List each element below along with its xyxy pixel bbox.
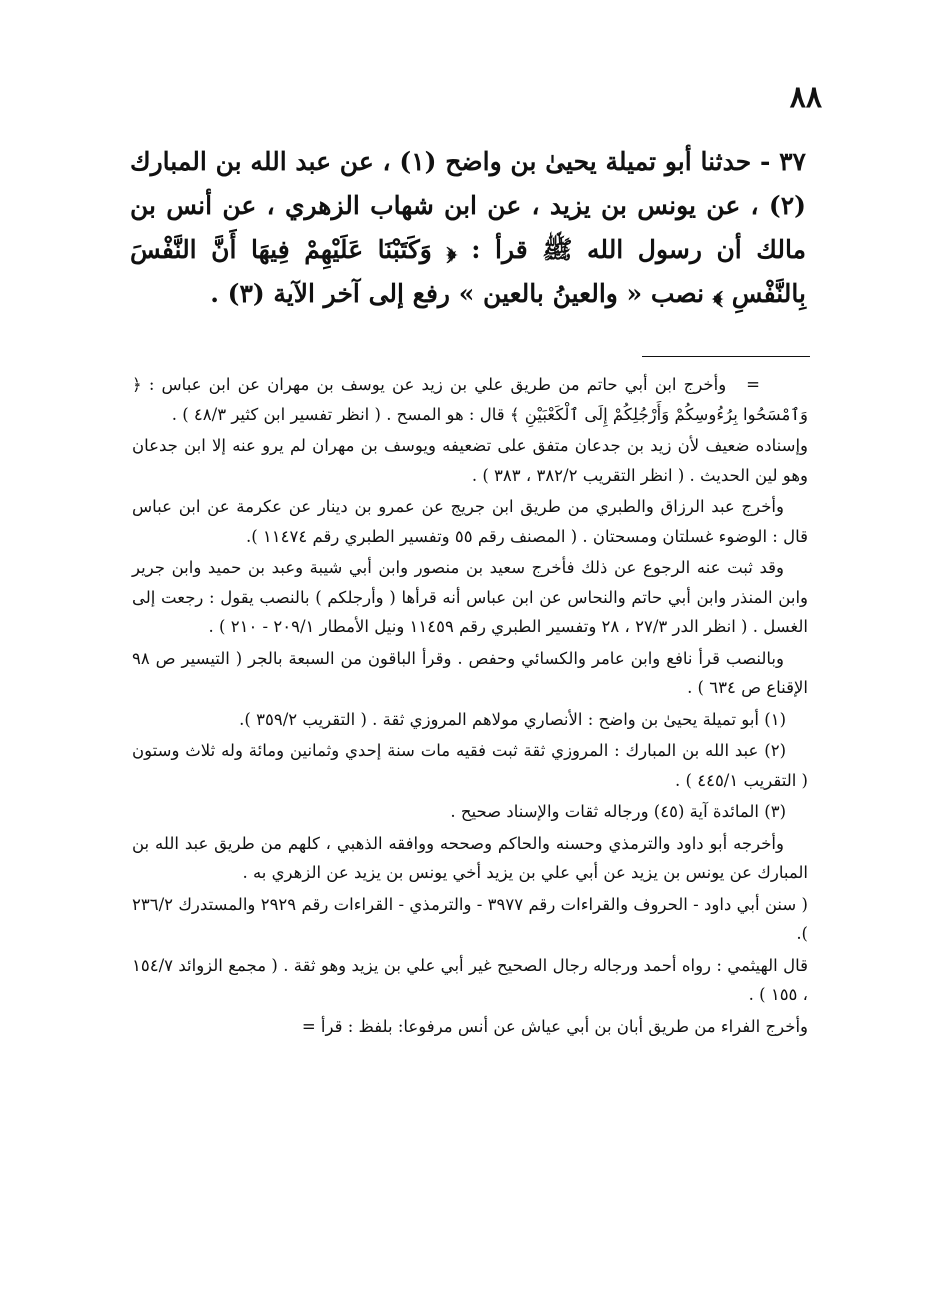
footnotes <box>132 370 808 1043</box>
footnote-paragraph: ( سنن أبي داود - الحروف والقراءات رقم ٣٩٧٧ - والترمذي - القراءات رقم ٢٩٢٩ والمستدرك ٢٣٦/٢ ). <box>132 894 808 943</box>
footnote-divider <box>642 356 810 357</box>
footnote-paragraph: وأخرج الفراء من طريق أبان بن أبي عياش عن أنس مرفوعا: بلفظ : قرأ = <box>301 1016 808 1036</box>
footnote-item: (٢) عبد الله بن المبارك : المروزي ثقة ثبت فقيه مات سنة إحدي وثمانين ومائة وله ثلاث وستون ( التقريب ٤٤٥/١ ) . <box>132 741 808 790</box>
footnote-paragraph: وأخرج عبد الرزاق والطبري من طريق ابن جريج عن عمرو بن دينار عن عكرمة عن ابن عباس قال : الوضوء غسلتان ومسحتان . ( المصنف رقم ٥٥ وتفسير الطبري رقم ١١٤٧٤ ). <box>132 497 808 546</box>
footnote-paragraph: قال الهيثمي : رواه أحمد ورجاله رجال الصحيح غير أبي علي بن يزيد وهو ثقة . ( مجمع الزوائد ١٥٤/٧ ، ١٥٥ ) . <box>132 955 808 1004</box>
continuation-mark: = <box>746 375 760 394</box>
footnote-paragraph: وبالنصب قرأ نافع وابن عامر والكسائي وحفص . وقرأ الباقون من السبعة بالجر ( التيسير ص ٩٨ الإقناع ص ٦٣٤ ) . <box>132 648 808 697</box>
footnote-text: وأخرج ابن أبي حاتم من طريق علي بن زيد عن يوسف بن مهران عن ابن عباس : ﴿ وَٱمْسَحُوا بِرُءُوسِكُمْ وَأَرْجُلِكُمْ إِلَى ٱلْكَعْبَيْنِ ﴾ قال : هو المسح . ( انظر تفسير ابن كثير ٤٨/٣ ) . <box>132 375 808 424</box>
hadith-paragraph: ٣٧ - حدثنا أبو تميلة يحيىٰ بن واضح (١) ، عن عبد الله بن المبارك (٢) ، عن يونس بن يزيد ، عن ابن شهاب الزهري ، عن أنس بن مالك أن رسول الله ﷺ قرأ : ﴿ وَكَتَبْنَا عَلَيْهِمْ فِيهَا أَنَّ النَّفْسَ بِالنَّفْسِ ﴾ نصب « والعينُ بالعين » رفع إلى آخر الآية (٣) . <box>130 147 806 308</box>
footnote-item: (٣) المائدة آية (٤٥) ورجاله ثقات والإسناد صحيح . <box>450 802 786 821</box>
page-number: ٨٨ <box>789 80 822 115</box>
footnote-paragraph: وقد ثبت عنه الرجوع عن ذلك فأخرج سعيد بن منصور وابن أبي شيبة وعبد بن حميد وابن جرير وابن المنذر وابن أبي حاتم والنحاس عن ابن عباس أنه قرأها ( وأرجلكم ) بالنصب يقول : رجعت إلى الغسل . ( انظر الدر ٢٧/٣ ، ٢٨ وتفسير الطبري رقم ١١٤٥٩ ونيل الأمطار ٢٠٩/١ - ٢١٠ ) . <box>132 558 808 636</box>
footnote-paragraph <box>132 370 808 429</box>
main-text <box>130 140 806 316</box>
footnote-item: (١) أبو تميلة يحيىٰ بن واضح : الأنصاري مولاهم المروزي ثقة . ( التقريب ٣٥٩/٢ ). <box>239 709 786 729</box>
footnote-paragraph: وأخرجه أبو داود والترمذي وحسنه والحاكم وصححه ووافقه الذهبي ، كلهم من طريق عبد الله بن المبارك عن يونس بن يزيد عن أبي علي بن يزيد أخي يونس بن يزيد عن الزهري به . <box>132 833 808 882</box>
footnote-paragraph: وإسناده ضعيف لأن زيد بن جدعان متفق على تضعيفه ويوسف بن مهران لم يرو عنه إلا ابن جدعان وهو لين الحديث . ( انظر التقريب ٣٨٢/٢ ، ٣٨٣ ) . <box>132 436 808 485</box>
